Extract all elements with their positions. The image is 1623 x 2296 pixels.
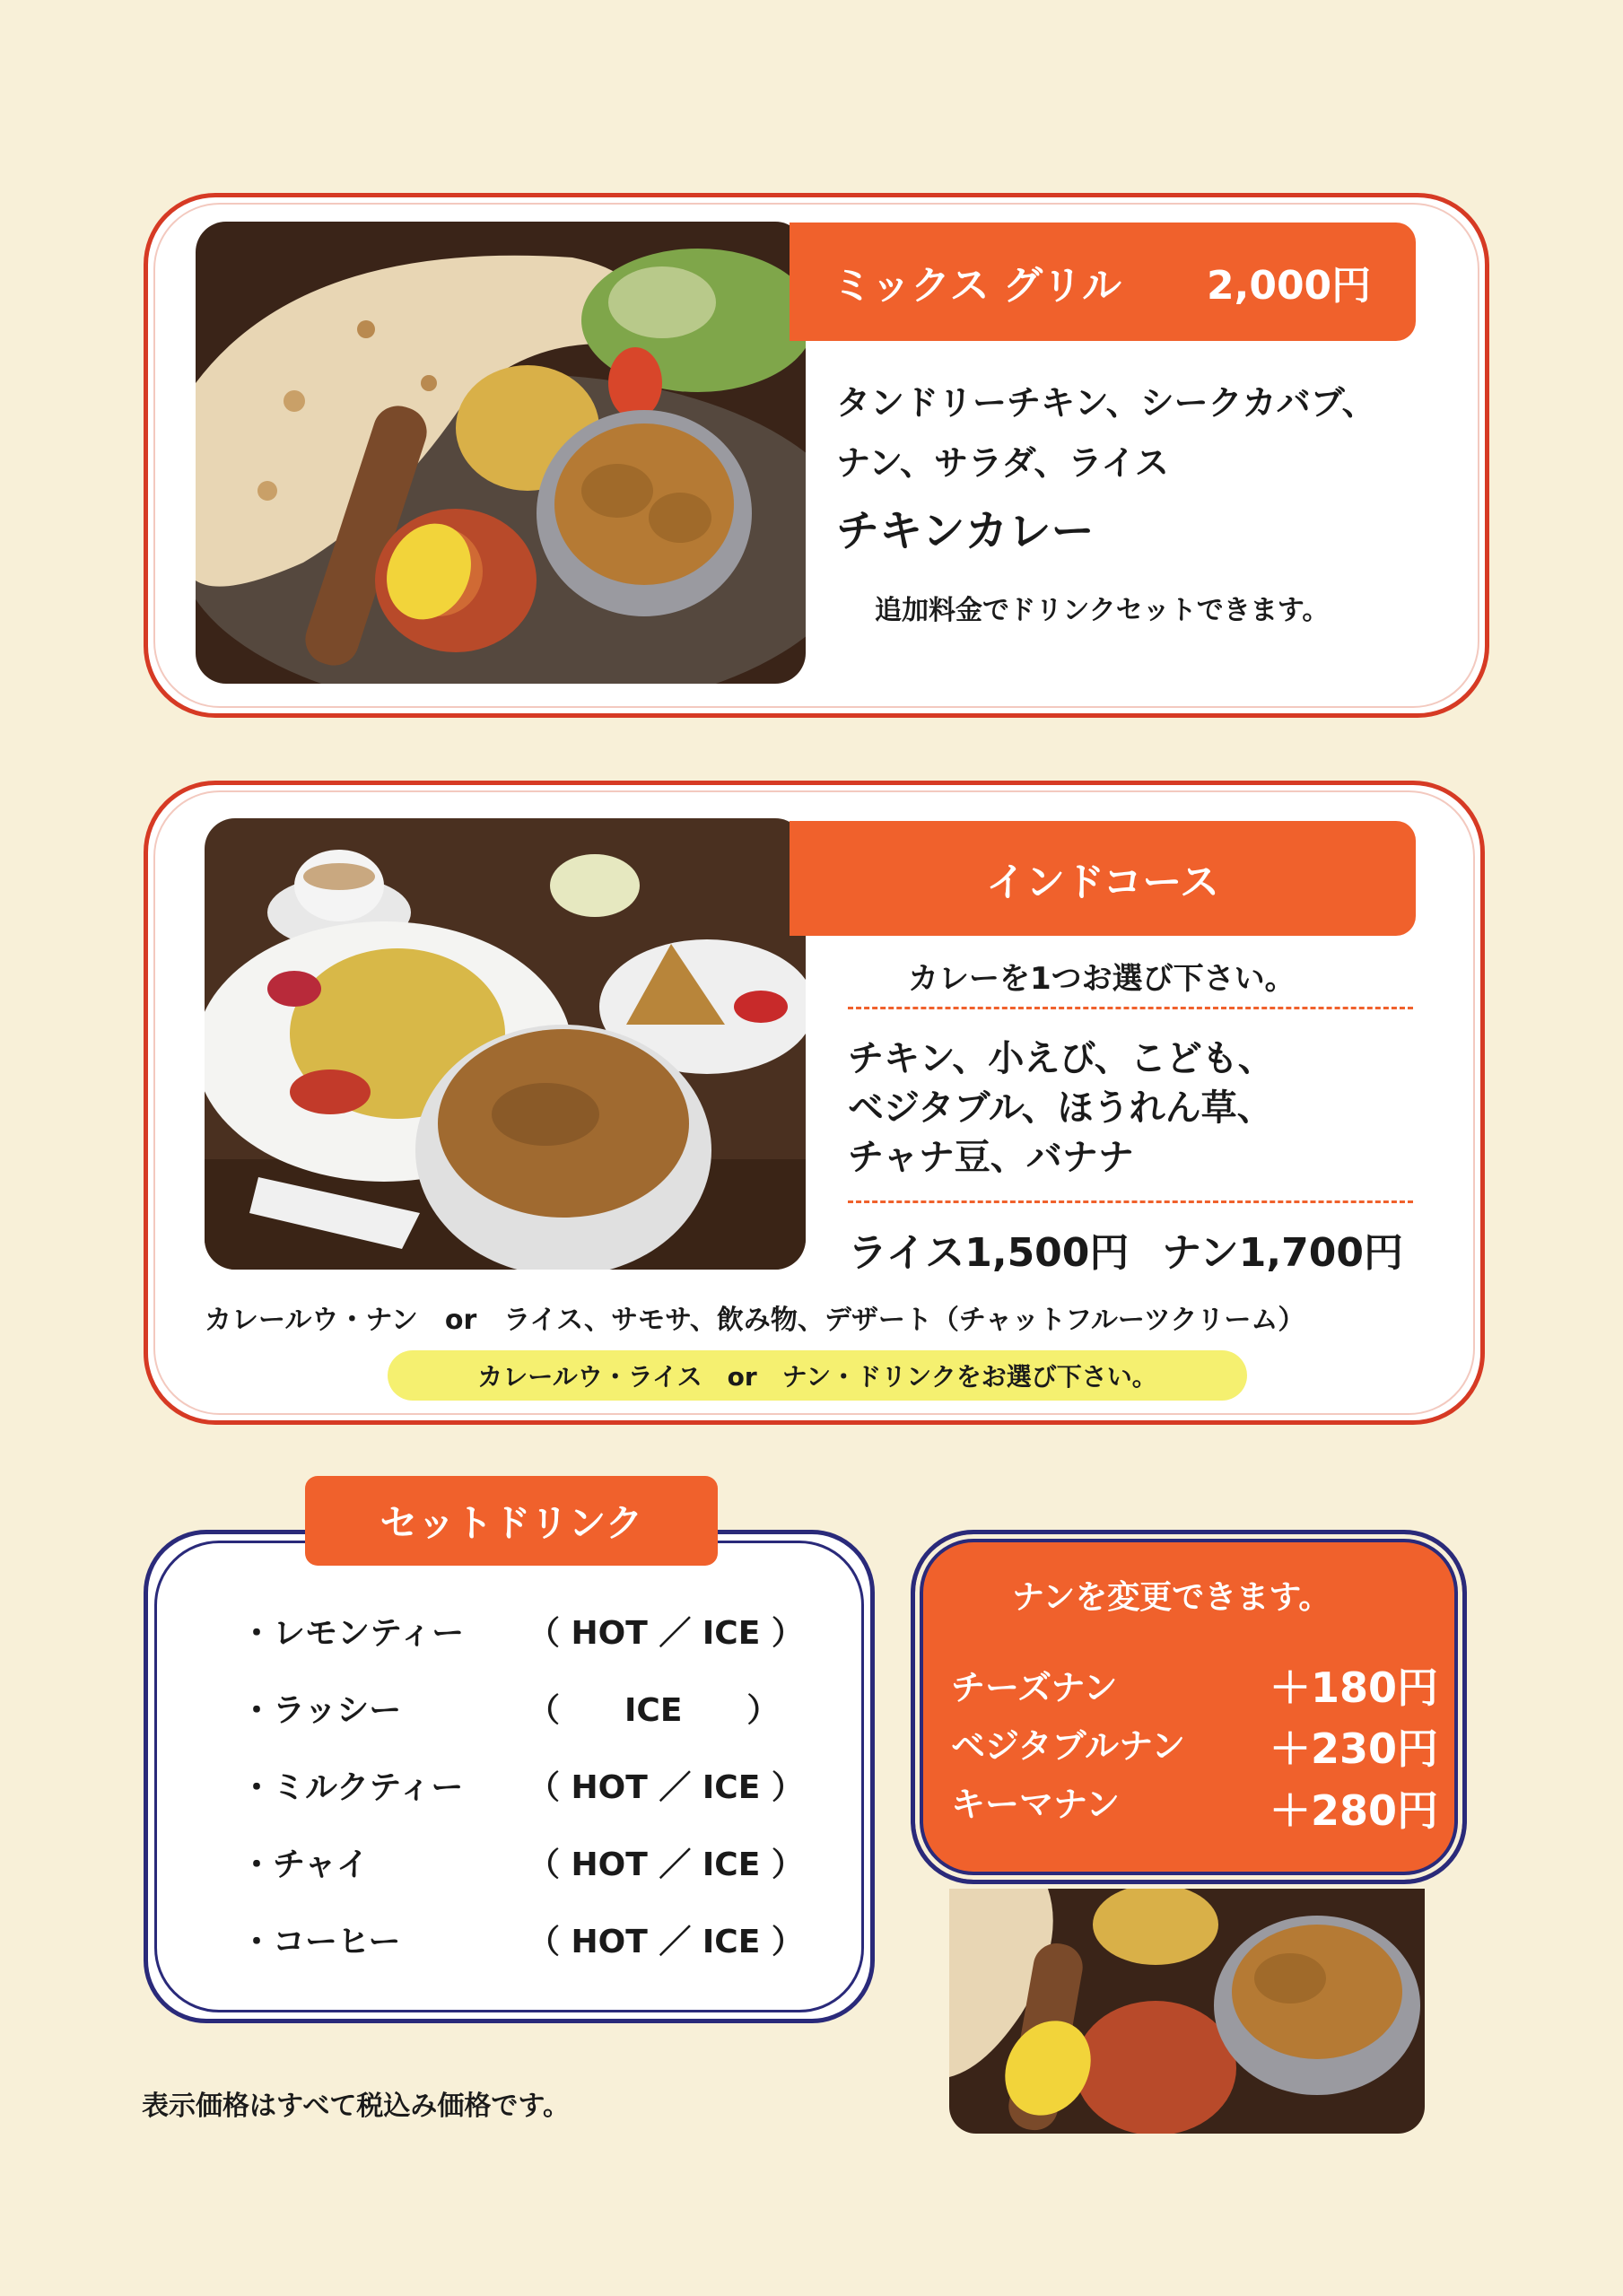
india-course-title-banner <box>790 821 1416 936</box>
drink-option: （ HOT ／ ICE ） <box>528 1846 804 1883</box>
drink-item <box>240 1839 804 1885</box>
naan-item-name: キーマナン <box>951 1785 1121 1824</box>
india-course-options-line3: チャナ豆、バナナ <box>848 1137 1134 1178</box>
drink-name: ・コーヒー <box>240 1924 401 1960</box>
india-course-price-rice: ライス1,500円 <box>848 1230 1130 1276</box>
naan-item-price: ＋280円 <box>1270 1786 1439 1835</box>
set-drink-title: セットドリンク <box>380 1501 643 1545</box>
india-course-highlight-bar <box>388 1350 1247 1401</box>
mixed-grill-photo <box>196 222 806 684</box>
drink-option: （ HOT ／ ICE ） <box>528 1615 804 1652</box>
naan-item-name: ベジタブルナン <box>951 1726 1186 1766</box>
drink-option: （ HOT ／ ICE ） <box>528 1769 804 1806</box>
india-course-instruction: カレーを1つお選び下さい。 <box>908 961 1296 997</box>
set-drink-title-banner <box>305 1476 718 1566</box>
india-course-divider-top <box>848 1007 1413 1009</box>
drink-item <box>240 1685 780 1731</box>
mixed-grill-price: 2,000円 <box>1207 263 1372 309</box>
drink-item <box>240 1916 804 1962</box>
naan-change-photo <box>949 1889 1425 2134</box>
mixed-grill-title: ミックス グリル <box>833 263 1121 309</box>
mixed-grill-title-banner <box>790 223 1416 341</box>
mixed-grill-line1: タンドリーチキン、シークカバブ、 <box>836 383 1376 423</box>
drink-name: ・ミルクティー <box>240 1769 464 1806</box>
drink-item <box>240 1608 804 1654</box>
drink-option: （ ICE ） <box>528 1692 780 1729</box>
india-course-divider-bottom <box>848 1200 1413 1203</box>
tax-note: 表示価格はすべて税込み価格です。 <box>142 2091 570 2122</box>
mixed-grill-line3: チキンカレー <box>836 506 1095 556</box>
india-course-photo <box>205 818 806 1270</box>
india-course-price-naan: ナン1,700円 <box>1162 1230 1403 1276</box>
drink-option: （ HOT ／ ICE ） <box>528 1924 804 1960</box>
drink-item <box>240 1762 804 1808</box>
drink-name: ・レモンティー <box>240 1615 465 1652</box>
naan-item-price: ＋230円 <box>1270 1724 1439 1773</box>
naan-item-price: ＋180円 <box>1270 1663 1439 1712</box>
india-course-options-line1: チキン、小えび、こども、 <box>848 1038 1274 1079</box>
naan-change-title: ナンを変更できます。 <box>1012 1579 1331 1616</box>
mixed-grill-note: 追加料金でドリンクセットできます。 <box>875 595 1330 626</box>
india-course-title: インドコース <box>985 860 1220 905</box>
drink-name: ・ラッシー <box>240 1692 402 1729</box>
naan-item-name: チーズナン <box>951 1668 1118 1707</box>
mixed-grill-line2: ナン、サラダ、ライス <box>836 443 1169 483</box>
drink-name: ・チャイ <box>240 1846 369 1883</box>
india-course-highlight: カレールウ・ライス or ナン・ドリンクをお選び下さい。 <box>477 1362 1157 1392</box>
india-course-includes: カレールウ・ナン or ライス、サモサ、飲み物、デザート（チャットフルーツクリーム） <box>205 1305 1305 1336</box>
india-course-options-line2: ベジタブル、ほうれん草、 <box>848 1087 1273 1129</box>
